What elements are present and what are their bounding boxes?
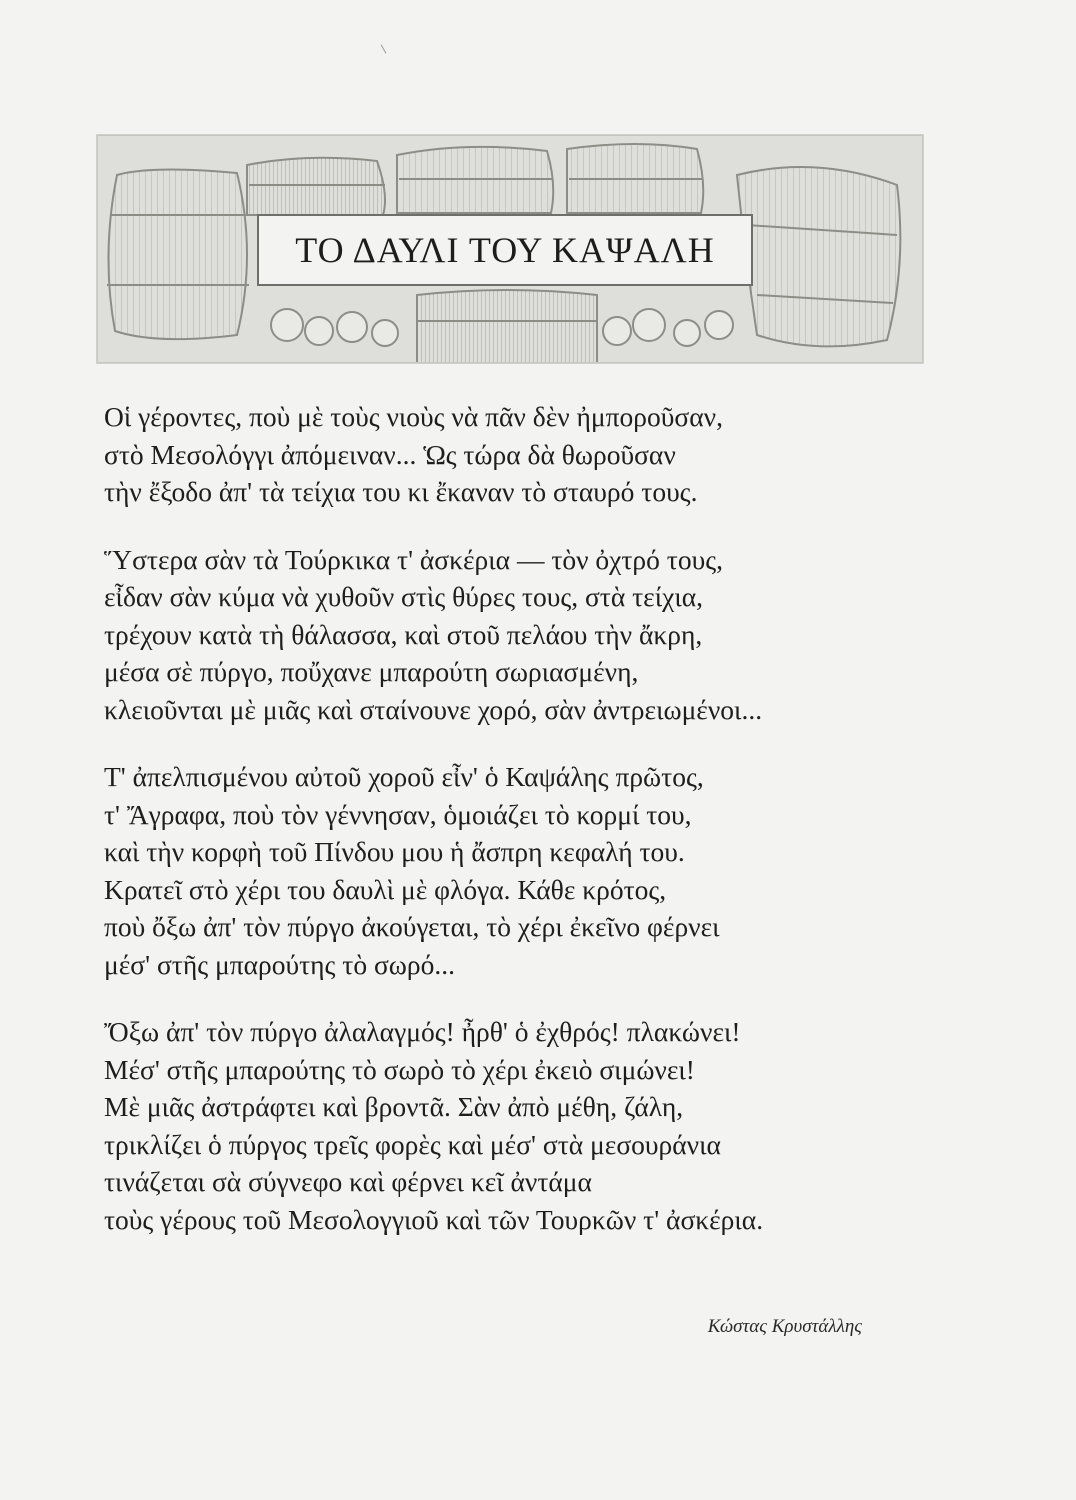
poem-line: Ὄξω ἀπ' τὸν πύργο ἀλαλαγμός! ἦρθ' ὁ ἐχθρός! πλακώνει! — [104, 1016, 741, 1047]
poem-line: τὴν ἔξοδο ἀπ' τὰ τείχια του κι ἔκαναν τὸ σταυρό τους. — [104, 476, 698, 507]
poem-line: Ὕστερα σὰν τὰ Τούρκικα τ' ἀσκέρια — τὸν ὀχτρό τους, — [104, 543, 723, 575]
page-mark — [381, 44, 387, 53]
stanza-2 — [104, 541, 934, 729]
poem-line: Μέσ' στῆς μπαρούτης τὸ σωρὸ τὸ χέρι ἐκειὸ σιμώνει! — [104, 1053, 695, 1085]
title-plaque — [257, 214, 753, 286]
poem-line: ποὺ ὄξω ἀπ' τὸν πύργο ἀκούγεται, τὸ χέρι ἐκεῖνο φέρνει — [104, 911, 720, 942]
stanza-4 — [104, 1013, 934, 1238]
poem-line: κλειοῦνται μὲ μιᾶς καὶ σταίνουνε χορό, σὰν ἀντρειωμένοι... — [104, 693, 763, 725]
barrel-right-tilted — [737, 167, 900, 346]
poem-line: μέσα σὲ πύργο, ποὔχανε μπαρούτη σωριασμένη, — [104, 656, 639, 687]
poem-line: Οἱ γέροντες, ποὺ μὲ τοὺς νιοὺς νὰ πᾶν δὲν ἠμποροῦσαν, — [104, 401, 723, 432]
barrel-left-large — [107, 169, 249, 339]
poem-body — [104, 398, 934, 1268]
poem-line: εἶδαν σὰν κύμα νὰ χυθοῦν στὶς θύρες τους, στὰ τείχια, — [104, 581, 704, 612]
poem-line: τρικλίζει ὁ πύργος τρεῖς φορὲς καὶ μέσ' στὰ μεσουράνια — [104, 1128, 721, 1160]
poem-line: Μὲ μιᾶς ἀστράφτει καὶ βροντᾶ. Σὰν ἀπὸ μέθη, ζάλη, — [104, 1091, 684, 1122]
author-signature: Κώστας Κρυστάλλης — [707, 1316, 862, 1337]
poem-title: ΤΟ ΔΑΥΛΙ ΤΟΥ ΚΑΨΑΛΗ — [295, 230, 715, 270]
barrel-left-back — [247, 158, 385, 215]
poem-line: τοὺς γέρους τοῦ Μεσολογγιοῦ καὶ τῶν Τουρκῶν τ' ἀσκέρια. — [104, 1203, 764, 1235]
poem-line: καὶ τὴν κορφὴ τοῦ Πίνδου μου ἡ ἄσπρη κεφαλή του. — [104, 836, 685, 867]
poem-line: τρέχουν κατὰ τὴ θάλασσα, καὶ στοῦ πελάου τὴν ἄκρη, — [104, 618, 703, 650]
poem-line: Τ' ἀπελπισμένου αὐτοῦ χοροῦ εἶν' ὁ Καψάλης πρῶτος, — [104, 761, 704, 792]
poem-line: τινάζεται σὰ σύγνεφο καὶ φέρνει κεῖ ἀντάμα — [104, 1166, 592, 1197]
poem-line: στὸ Μεσολόγγι ἀπόμειναν... Ὡς τώρα δὰ θωροῦσαν — [104, 438, 676, 470]
poem-line: μέσ' στῆς μπαρούτης τὸ σωρό... — [104, 948, 455, 980]
stanza-1 — [104, 398, 934, 511]
title-banner — [96, 134, 924, 364]
barrel-bottom-row — [417, 290, 597, 363]
poem-line: τ' Ἄγραφα, ποὺ τὸν γέννησαν, ὁμοιάζει τὸ κορμί του, — [104, 798, 692, 830]
stanza-3 — [104, 758, 934, 983]
poem-line: Κρατεῖ στὸ χέρι του δαυλὶ μὲ φλόγα. Κάθε κρότος, — [104, 873, 667, 905]
